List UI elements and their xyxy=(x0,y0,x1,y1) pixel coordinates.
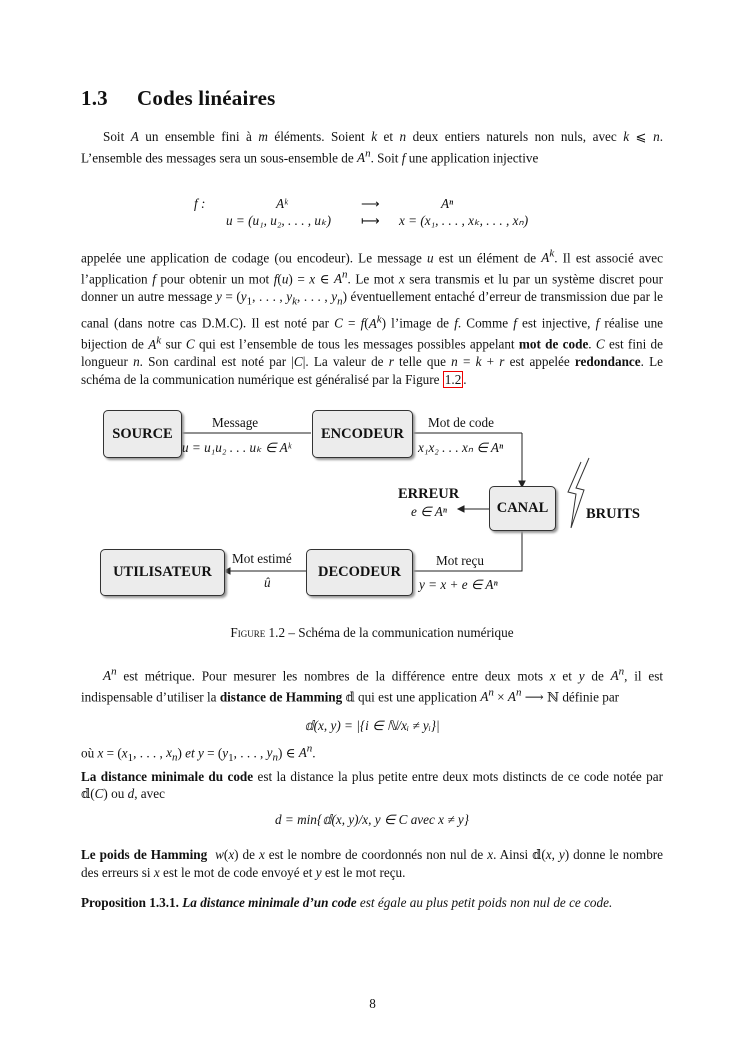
mot-recu-label: Mot reçu xyxy=(436,553,484,568)
mot-recu-expression: y = x + e ∈ Aⁿ xyxy=(419,577,498,592)
figure-caption-label: Figure 1.2 xyxy=(230,625,286,640)
proposition-title: La distance minimale d’un code xyxy=(182,895,357,910)
mapping-domain: Aᵏ xyxy=(276,196,288,211)
mot-estime-expression: û xyxy=(264,575,271,590)
page-number: 8 xyxy=(369,996,376,1011)
min-distance-formula: d = min{𝕕(x, y)/x, y ∈ C avec x ≠ y} xyxy=(275,812,469,827)
message-expression: u = u₁u₂ . . . uₖ ∈ Aᵏ xyxy=(182,440,292,455)
mot-de-code-expression: x₁x₂ . . . xₙ ∈ Aⁿ xyxy=(418,440,504,455)
encodeur-label: ENCODEUR xyxy=(321,425,404,442)
mapping-arrow-sets: ⟶ xyxy=(361,196,380,211)
proposition xyxy=(81,894,663,912)
figure-caption-text: – Schéma de la communication numérique xyxy=(288,625,514,640)
source-label: SOURCE xyxy=(112,425,173,442)
intro-paragraph: Soit A un ensemble fini à m éléments. Soient k et n deux entiers naturels non nuls, avec k ⩽ n. L’ensemble des messages sera un sous-ensemble de $A^n$. Soit f une application injective xyxy=(81,129,663,165)
mapping-codomain: Aⁿ xyxy=(441,196,454,211)
proposition-text: est égale au plus petit poids non nul de ce code. xyxy=(359,895,613,910)
section-title: Codes linéaires xyxy=(137,86,276,110)
mapping-x: x = (x₁, . . . , xₖ, . . . , xₙ) xyxy=(399,213,529,228)
message-label: Message xyxy=(212,415,259,430)
figure-caption xyxy=(81,625,663,641)
definition-paragraph: où $x = (x_1$, . . . , $x_n$) et $y = (y_1$, . . . , $y_n$) ∈ $A^n$. La distance minimale du code est la distance la plus petite entre deux mots distincts de ce code notée par 𝕕(C) ou d, avec xyxy=(81,743,663,802)
encoding-paragraph: appelée une application de codage (ou encodeur). Le message u est un élément de $A^k$. Il est associé avec l’application f pour obtenir un mot f(u) = x ∈ $A^n$. Le mot x sera transmis et lu par un système discret pour donner un autre message $y = (y_1$, . . . , $y_k$, . . . , $y_n$) éventuellement entaché d’erreur de transmission due par le canal (dans notre cas D.M.C). Il est noté par $C = f(A^k)$ l’image de f. Comme f est injective, f réalise une bijection de $A^k$ sur C qui est l’ensemble de tous les messages possibles appelant mot de code. C est fini de longueur n. Son cardinal est noté par |C|. La valeur de r telle que n = k + r est appelée redondance. Le schéma de la communication numérique est généralisé par la Figure 1.2 . xyxy=(81,248,664,387)
hamming-paragraph: $A^n$ est métrique. Pour mesurer les nombres de la différence entre deux mots x et y de $A^n$, il est indispensable d’utiliser la distance de Hamming 𝕕 qui est une application $A^n \times A^n$ ⟶ ℕ définie par xyxy=(81,666,663,705)
mapping-arrow-elements: ⟼ xyxy=(361,213,380,228)
proposition-label: Proposition 1.3.1. xyxy=(81,895,179,910)
utilisateur-box xyxy=(100,549,225,596)
decodeur-box xyxy=(306,549,413,596)
decodeur-label: DECODEUR xyxy=(318,564,401,580)
erreur-label: ERREUR xyxy=(398,486,460,502)
weight-paragraph: Le poids de Hamming w(x) de x est le nombre de coordonnés non nul de x. Ainsi 𝕕(x, y) donne le nombre des erreurs si x est le mot de code envoyé et y est le mot reçu. xyxy=(81,847,664,880)
figure-ref-link[interactable]: 1.2 xyxy=(444,371,462,387)
erreur-expression: e ∈ Aⁿ xyxy=(411,504,447,519)
source-box xyxy=(103,410,182,458)
hamming-formula: 𝕕(x, y) = |{i ∈ ℕ/xᵢ ≠ yᵢ}| xyxy=(304,718,440,733)
mot-de-code-label: Mot de code xyxy=(428,415,494,430)
utilisateur-label: UTILISATEUR xyxy=(113,564,212,580)
canal-label: CANAL xyxy=(496,500,549,516)
encodeur-box xyxy=(312,410,413,458)
section-number: 1.3 xyxy=(81,86,108,110)
diagram-lines xyxy=(81,0,663,620)
bruits-label: BRUITS xyxy=(586,506,640,522)
canal-box xyxy=(489,486,556,531)
mot-estime-label: Mot estimé xyxy=(232,551,292,566)
mapping-u: u = (u₁, u₂, . . . , uₖ) xyxy=(226,213,331,228)
mapping-f: f : xyxy=(194,196,206,211)
